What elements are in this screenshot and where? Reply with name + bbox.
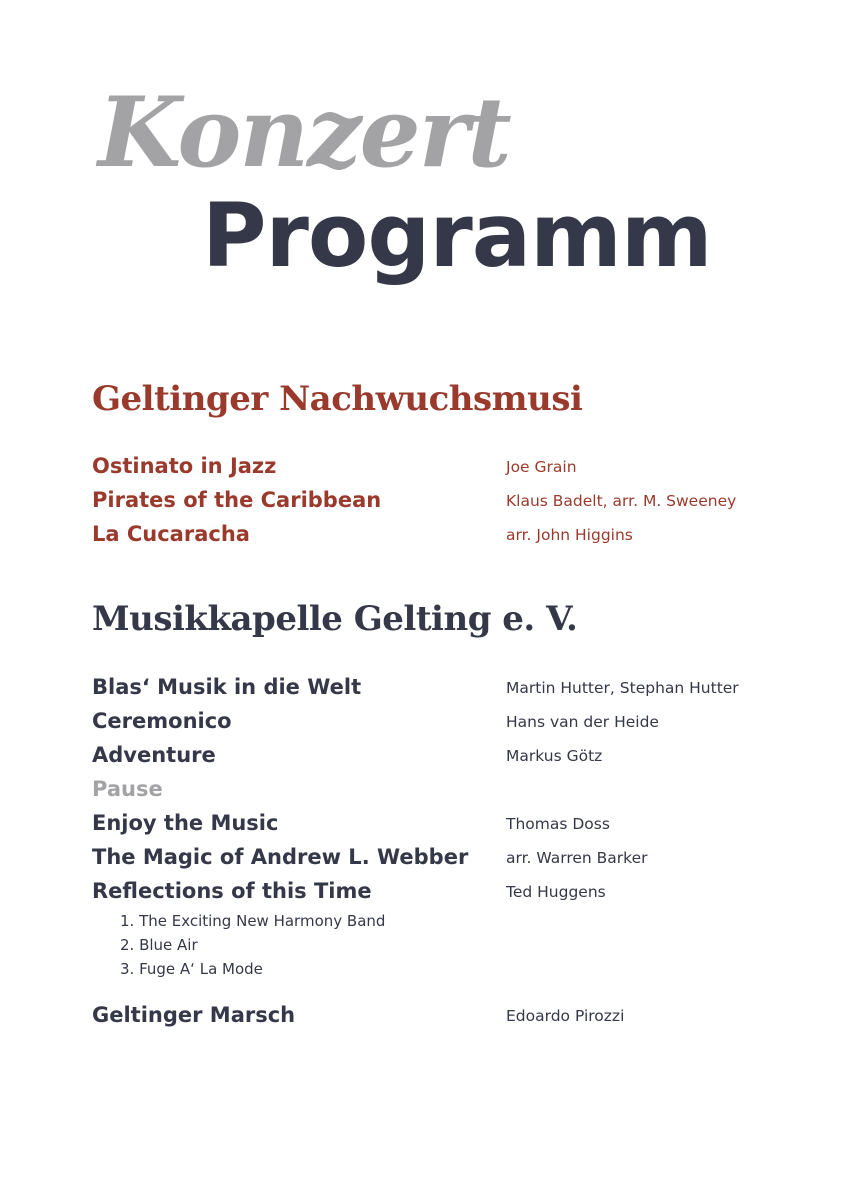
piece-composer: Martin Hutter, Stephan Hutter (506, 679, 739, 697)
program-item (92, 807, 792, 841)
program-item (92, 739, 792, 773)
section-title-musikkapelle: Musikkapelle Gelting e. V. (92, 599, 578, 639)
movements-container (92, 909, 792, 999)
piece-composer: arr. John Higgins (506, 526, 633, 544)
program-item (92, 518, 792, 552)
piece-title: The Magic of Andrew L. Webber (92, 845, 469, 869)
piece-list-nachwuchsmusi (92, 450, 792, 552)
piece-title: Geltinger Marsch (92, 1003, 296, 1027)
program-item (92, 999, 792, 1033)
piece-composer: Klaus Badelt, arr. M. Sweeney (506, 492, 737, 510)
piece-composer: arr. Warren Barker (506, 849, 648, 867)
title-programm: Programm (202, 184, 712, 287)
piece-composer: Joe Grain (506, 458, 577, 476)
piece-title: La Cucaracha (92, 522, 250, 546)
piece-composer: Markus Götz (506, 747, 603, 765)
movement-item: 2. Blue Air (120, 936, 198, 954)
piece-composer: Hans van der Heide (506, 713, 659, 731)
program-item (92, 705, 792, 739)
piece-title: Pirates of the Caribbean (92, 488, 382, 512)
movement-item: 1. The Exciting New Harmony Band (120, 912, 386, 930)
piece-title: Ostinato in Jazz (92, 454, 277, 478)
piece-title: Adventure (92, 743, 216, 767)
piece-title: Enjoy the Music (92, 811, 279, 835)
piece-list-musikkapelle (92, 671, 792, 1033)
program-item (92, 841, 792, 875)
program-item (92, 450, 792, 484)
piece-title: Blas‘ Musik in die Welt (92, 675, 362, 699)
pause-label: Pause (92, 777, 163, 801)
section-title-nachwuchsmusi: Geltinger Nachwuchsmusi (92, 379, 583, 419)
program-item (92, 671, 792, 705)
piece-title: Ceremonico (92, 709, 232, 733)
program-item (92, 875, 792, 909)
movement-item: 3. Fuge A‘ La Mode (120, 960, 263, 978)
title-konzert: Konzert (98, 76, 510, 189)
piece-composer: Ted Huggens (506, 883, 606, 901)
piece-composer: Edoardo Pirozzi (506, 1007, 625, 1025)
piece-composer: Thomas Doss (506, 815, 610, 833)
program-item (92, 484, 792, 518)
pause-item (92, 773, 792, 807)
movement-list (92, 909, 792, 999)
piece-title: Reflections of this Time (92, 879, 372, 903)
